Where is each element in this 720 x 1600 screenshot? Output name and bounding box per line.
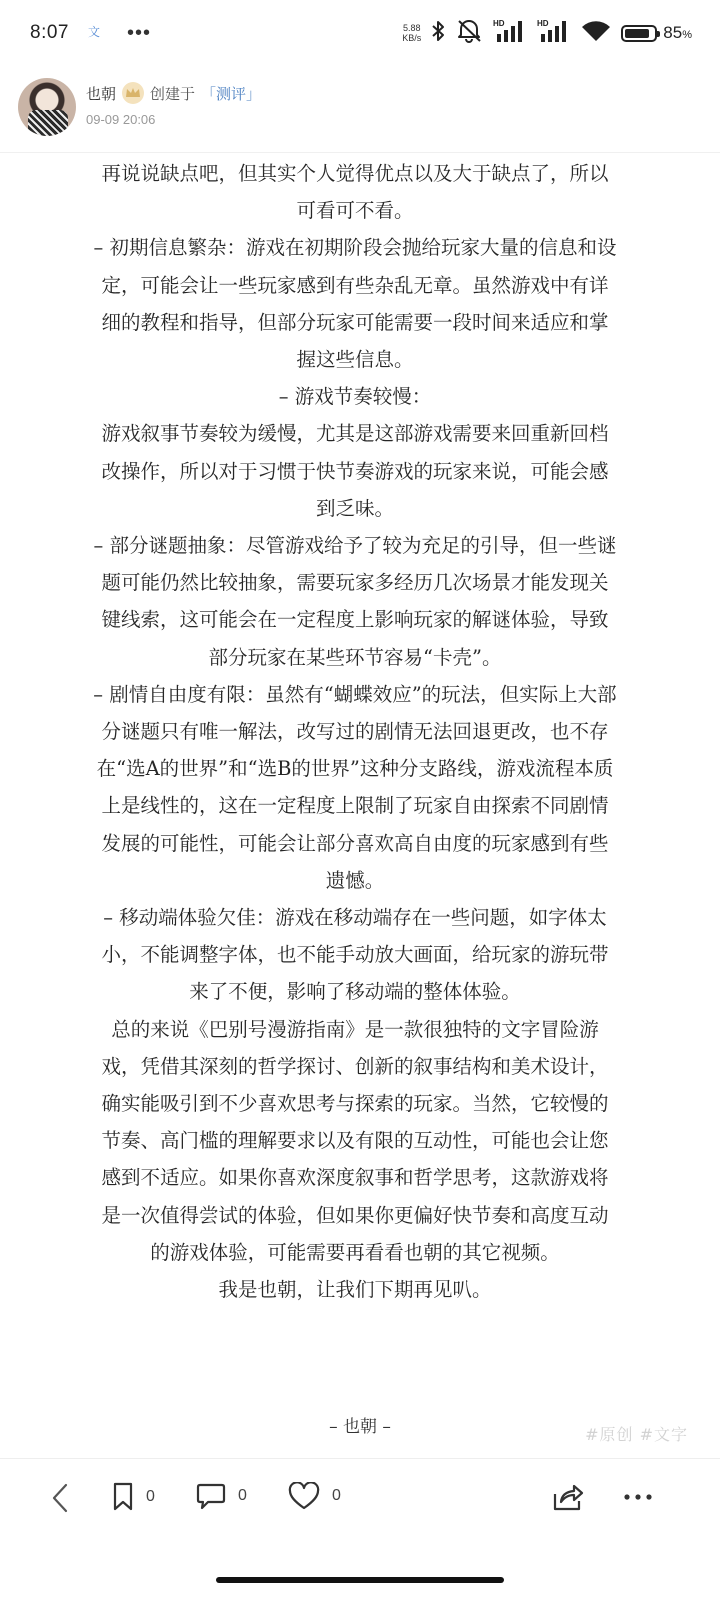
article-body [92, 155, 618, 1308]
crown-icon [122, 82, 144, 104]
battery [621, 23, 692, 43]
svg-text:文: 文 [87, 24, 100, 38]
like-count: 0 [332, 1487, 341, 1504]
article-paragraph: – 移动端体验欠佳：游戏在移动端存在一些问题，如字体太小，不能调整字体，也不能手动放大画面，给玩家的游玩带来了不便，影响了移动端的整体体验。 [101, 906, 609, 1004]
network-speed-unit: KB/s [402, 33, 422, 43]
heart-icon [288, 1482, 320, 1510]
status-bar-right [402, 18, 692, 49]
post-date: 09-09 20:06 [86, 112, 156, 127]
bookmark-icon [112, 1482, 134, 1512]
battery-icon [621, 25, 657, 42]
battery-fill [625, 29, 649, 38]
comment-icon [196, 1482, 226, 1510]
bluetooth-icon [431, 19, 445, 48]
bookmark-count: 0 [146, 1488, 155, 1505]
bookmark-button[interactable] [112, 1482, 155, 1512]
channel-link[interactable]: 「测评」 [201, 84, 262, 103]
battery-percent: 85% [663, 23, 692, 42]
header-divider [0, 152, 720, 153]
signal-2-label: HD [537, 18, 549, 28]
signal-2-icon [537, 18, 571, 49]
article-paragraph: 总的来说《巴别号漫游指南》是一款很独特的文字冒险游戏，凭借其深刻的哲学探讨、创新的叙事结构和美术设计，确实能吸引到不少喜欢思考与探索的玩家。当然，它较慢的节奏、高门槛的理解要求以及有限的互动性，可能也会让您感到不适应。如果你喜欢深度叙事和哲学思考，这款游戏将是一次值得尝试的体验，但如果你更偏好快节奏和高度互动的游戏体验，可能需要再看看也朝的其它视频。 [101, 1017, 609, 1264]
article-paragraph: 我是也朝，让我们下期再见叭。 [218, 1278, 492, 1302]
more-icon [622, 1482, 654, 1512]
more-button[interactable] [622, 1482, 654, 1512]
wifi-icon [581, 19, 611, 48]
back-button[interactable] [50, 1482, 70, 1514]
article-paragraph: – 游戏节奏较慢： [278, 385, 432, 409]
chevron-left-icon [50, 1482, 70, 1514]
post-header [18, 78, 261, 136]
status-bar [0, 0, 720, 66]
status-bar-left [30, 22, 151, 45]
share-button[interactable] [552, 1482, 584, 1512]
signal-1-label: HD [493, 18, 505, 28]
bottom-divider [0, 1458, 720, 1459]
article-paragraph: – 剧情自由度有限：虽然有“蝴蝶效应”的玩法，但实际上大部分谜题只有唯一解法，改写过的剧情无法回退更改，也不存在“选A的世界”和“选B的世界”这种分支路线，游戏流程本质上是线性的，这在一定程度上限制了玩家自由探索不同剧情发展的可能性，可能会让部分喜欢高自由度的玩家感到有些遗憾。 [93, 682, 617, 892]
article-signature: – 也朝 – [329, 1417, 391, 1437]
comment-count: 0 [238, 1487, 247, 1504]
translate-icon [87, 24, 103, 43]
network-speed [402, 23, 421, 43]
article-paragraph: 游戏叙事节奏较为缓慢，尤其是这部游戏需要来回重新回档改操作，所以对于习惯于快节奏游戏的玩家来说，可能会感到乏味。 [101, 422, 609, 520]
home-indicator[interactable] [216, 1577, 504, 1583]
mute-icon [455, 18, 483, 49]
clock: 8:07 [30, 22, 69, 43]
avatar[interactable] [18, 78, 76, 136]
created-in-label: 创建于 [150, 84, 196, 103]
author-name[interactable]: 也朝 [86, 84, 117, 103]
more-notifications-icon: ••• [126, 21, 151, 44]
author-block [86, 82, 261, 127]
share-icon [552, 1482, 584, 1512]
article-paragraph: – 初期信息繁杂：游戏在初期阶段会抛给玩家大量的信息和设定，可能会让一些玩家感到有些杂乱无章。虽然游戏中有详细的教程和指导，但部分玩家可能需要一段时间来适应和掌握这些信息。 [93, 236, 617, 372]
post-tags[interactable]: #原创 #文字 [585, 1425, 688, 1444]
like-button[interactable] [288, 1482, 341, 1510]
article-paragraph: – 部分谜题抽象：尽管游戏给予了较为充足的引导，但一些谜题可能仍然比较抽象，需要玩家多经历几次场景才能发现关键线索，这可能会在一定程度上影响玩家的解谜体验，导致部分玩家在某些环节容易“卡壳”。 [93, 534, 617, 669]
network-speed-value: 5.88 [403, 23, 421, 33]
article-paragraph: 再说说缺点吧，但其实个人觉得优点以及大于缺点了，所以可看可不看。 [101, 162, 609, 223]
action-bar [0, 1460, 720, 1540]
comment-button[interactable] [196, 1482, 247, 1510]
signal-1-icon [493, 18, 527, 49]
author-line [86, 82, 261, 104]
